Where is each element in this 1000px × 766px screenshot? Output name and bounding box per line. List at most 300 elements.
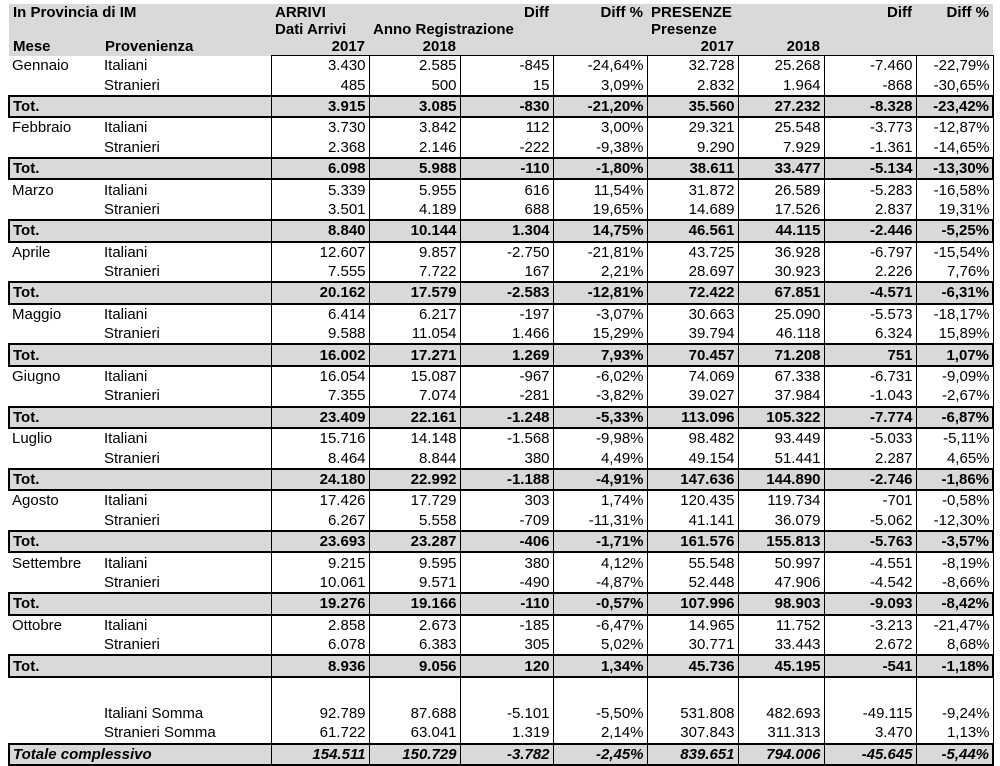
presenze-2017-sum: 307.843 [647,723,738,743]
arrivi-2017-cell: 10.061 [271,573,369,593]
arrivi-2018-total: 22.161 [369,407,460,428]
arrivi-diff-cell: -709 [460,511,553,531]
diff-header-2: Diff [824,4,916,21]
arrivi-2017-total: 3.915 [271,96,369,117]
month-cell [9,262,101,282]
spacer-row [9,677,993,704]
arrivi-2017-grand: 154.511 [271,744,369,765]
month-cell: Febbraio [12,119,72,137]
presenze-diff-total: -5.763 [824,531,916,552]
presenze-diff-cell: -1.361 [824,138,916,158]
presenze-diff-cell: -5.573 [824,304,916,324]
arrivi-diff-cell: 303 [460,490,553,510]
presenze-2018-cell: 119.734 [738,490,824,510]
presenze-2018-cell: 7.929 [738,138,824,158]
arrivi-2017-total: 20.162 [271,282,369,303]
provenienza-cell: Italiani [104,119,148,137]
presenze-2018-total: 98.903 [738,593,824,614]
total-row [9,158,993,179]
table-title: In Provincia di IM [9,4,271,21]
grand-total-label: Totale complessivo [9,744,271,765]
presenze-2017-total: 35.560 [647,96,738,117]
presenze-diff-pct-cell: -12,30% [916,511,993,531]
total-spacer [101,655,271,676]
presenze-diff-pct-cell: -0,58% [916,490,993,510]
arrivi-diff-total: -830 [460,96,553,117]
grand-total-row [9,744,993,765]
arrivi-diff-total: -406 [460,531,553,552]
total-label: Tot. [9,407,101,428]
arrivi-diff-pct-cell: -9,38% [553,138,647,158]
spacer-cell [271,677,369,704]
presenze-diff-cell: -868 [824,75,916,95]
presenze-diff-pct-cell: 7,76% [916,262,993,282]
presenze-diff-pct-cell: -30,65% [916,75,993,95]
arrivi-diff-pct-cell: -21,81% [553,242,647,262]
presenze-diff-cell: -4.551 [824,552,916,572]
presenze-diff-total: -7.774 [824,407,916,428]
presenze-2018-cell: 11.752 [738,615,824,635]
arrivi-2018-cell: 2.673 [369,615,460,635]
spacer-cell [101,677,271,704]
arrivi-2017-cell: 2.368 [271,138,369,158]
arrivi-diff-cell: 688 [460,200,553,220]
presenze-2017-cell: 30.663 [647,304,738,324]
arrivi-2017-cell: 6.078 [271,635,369,655]
sum-spacer [9,704,101,723]
arrivi-diff-pct-cell: 3,00% [553,117,647,137]
month-cell: Agosto [12,492,59,510]
total-label: Tot. [9,531,101,552]
presenze-2018-cell: 17.526 [738,200,824,220]
presenze-2018-total: 45.195 [738,655,824,676]
arrivi-diff-grand: -3.782 [460,744,553,765]
presenze-2017-sum: 531.808 [647,704,738,723]
arrivi-2017-cell: 7.355 [271,386,369,406]
table-header [9,4,993,56]
presenze-2018-total: 71.208 [738,344,824,365]
arrivi-diff-pct-total: 7,93% [553,344,647,365]
arrivi-2018-cell: 2.146 [369,138,460,158]
presenze-diff-pct-cell: -5,11% [916,428,993,448]
table-row [9,635,993,655]
presenze-diff-total: 751 [824,344,916,365]
presenze-diff-pct-cell: -8,66% [916,573,993,593]
arrivi-2018-cell: 9.571 [369,573,460,593]
presenze-2017-cell: 14.689 [647,200,738,220]
presenze-2018-total: 144.890 [738,469,824,490]
arrivi-diff-pct-cell: -24,64% [553,56,647,76]
table-row [9,448,993,468]
presenze-2017-cell: 52.448 [647,573,738,593]
presenze-2018-total: 105.322 [738,407,824,428]
presenze-sub-label: Presenze [647,21,738,38]
arrivi-diff-total: -110 [460,593,553,614]
presenze-2017-cell: 29.321 [647,117,738,137]
arrivi-2017-sum: 92.789 [271,704,369,723]
arrivi-diff-total: -2.583 [460,282,553,303]
mese-header: Mese [9,38,101,56]
arrivi-diff-pct-cell: -3,07% [553,304,647,324]
presenze-diff-pct-cell: -16,58% [916,179,993,199]
arrivi-diff-pct-cell: 4,12% [553,552,647,572]
arrivi-diff-pct-cell: 15,29% [553,324,647,344]
presenze-2017-total: 161.576 [647,531,738,552]
month-cell [9,448,101,468]
month-cell [9,635,101,655]
presenze-diff-pct-total: -6,87% [916,407,993,428]
dati-arrivi-label: Dati Arrivi [271,21,369,38]
arrivi-2018-cell: 4.189 [369,200,460,220]
provenienza-cell: Stranieri [104,138,160,156]
presenze-diff-cell: 2.672 [824,635,916,655]
presenze-diff-pct-total: -3,57% [916,531,993,552]
table-row [9,56,993,76]
presenze-diff-total: -5.134 [824,158,916,179]
total-spacer [101,282,271,303]
arrivi-diff-pct-total: -12,81% [553,282,647,303]
presenze-2018-cell: 25.548 [738,117,824,137]
month-cell: Marzo [12,181,54,199]
arrivi-diff-total: 1.269 [460,344,553,365]
arrivi-2017-total: 8.936 [271,655,369,676]
table-row [9,324,993,344]
arrivi-2017-cell: 12.607 [271,242,369,262]
presenze-diff-pct-sum: 1,13% [916,723,993,743]
report-container [8,4,992,766]
table-row [9,179,993,199]
presenze-diff-pct-total: -13,30% [916,158,993,179]
table-body [9,56,993,765]
arrivi-2017-cell: 9.215 [271,552,369,572]
month-cell: Aprile [12,243,51,261]
arrivi-2018-cell: 17.729 [369,490,460,510]
arrivi-2018-total: 9.056 [369,655,460,676]
presenze-2018-total: 33.477 [738,158,824,179]
presenze-diff-pct-cell: -21,47% [916,615,993,635]
presenze-diff-cell: -6.797 [824,242,916,262]
provenienza-cell: Italiani [104,430,148,448]
arrivi-diff-cell: 380 [460,552,553,572]
presenze-diff-pct-cell: -14,65% [916,138,993,158]
arrivi-2017-cell: 6.267 [271,511,369,531]
sum-row [9,704,993,723]
arrivi-2018-grand: 150.729 [369,744,460,765]
presenze-2017-total: 107.996 [647,593,738,614]
arrivi-diff-cell: -281 [460,386,553,406]
presenze-diff-pct-total: -5,25% [916,220,993,241]
arrivi-diff-pct-cell: -4,87% [553,573,647,593]
presenze-diff-pct-cell: 8,68% [916,635,993,655]
month-cell: Luglio [12,430,53,448]
arrivi-diff-pct-total: -1,71% [553,531,647,552]
arrivi-diff-pct-cell: 4,49% [553,448,647,468]
arrivi-diff-cell: 1.466 [460,324,553,344]
arrivi-2018-cell: 6.383 [369,635,460,655]
year-2017-presenze: 2017 [647,38,738,56]
arrivi-2018-cell: 5.955 [369,179,460,199]
arrivi-diff-pct-cell: -11,31% [553,511,647,531]
presenze-diff-cell: -5.062 [824,511,916,531]
presenze-diff-grand: -45.645 [824,744,916,765]
presenze-diff-total: -4.571 [824,282,916,303]
total-row [9,469,993,490]
presenze-diff-pct-cell: -18,17% [916,304,993,324]
arrivi-diff-pct-cell: -6,02% [553,366,647,386]
total-row [9,655,993,676]
arrivi-2017-total: 16.002 [271,344,369,365]
month-cell [9,200,101,220]
arrivi-diff-cell: -1.568 [460,428,553,448]
arrivi-diff-sum: 1.319 [460,723,553,743]
presenze-2017-cell: 49.154 [647,448,738,468]
month-cell [9,573,101,593]
presenze-diff-sum: -49.115 [824,704,916,723]
spacer-cell [369,677,460,704]
presenze-diff-total: -2.746 [824,469,916,490]
month-cell [9,75,101,95]
arrivi-diff-pct-cell: -6,47% [553,615,647,635]
spacer-cell [916,677,993,704]
presenze-2018-total: 155.813 [738,531,824,552]
arrivi-diff-cell: 15 [460,75,553,95]
total-spacer [101,407,271,428]
sum-row [9,723,993,743]
month-cell [9,324,101,344]
arrivi-diff-total: -1.248 [460,407,553,428]
provenienza-cell: Italiani [104,492,148,510]
arrivi-2018-total: 5.988 [369,158,460,179]
presenze-diff-pct-sum: -9,24% [916,704,993,723]
month-cell [9,138,101,158]
tourism-table [8,4,994,766]
presenze-diff-pct-cell: -9,09% [916,366,993,386]
arrivi-diff-total: 1.304 [460,220,553,241]
total-label: Tot. [9,282,101,303]
presenze-diff-cell: -3.773 [824,117,916,137]
presenze-diff-cell: -5.033 [824,428,916,448]
arrivi-2018-cell: 9.595 [369,552,460,572]
total-label: Tot. [9,593,101,614]
diff-pct-header-2: Diff % [916,4,993,21]
presenze-2017-cell: 14.965 [647,615,738,635]
total-row [9,593,993,614]
arrivi-2017-sum: 61.722 [271,723,369,743]
provenienza-cell: Stranieri [104,511,160,529]
presenze-diff-pct-total: -6,31% [916,282,993,303]
total-spacer [101,531,271,552]
table-row [9,552,993,572]
arrivi-2018-cell: 5.558 [369,511,460,531]
table-row [9,117,993,137]
total-label: Tot. [9,96,101,117]
presenze-2018-cell: 1.964 [738,75,824,95]
presenze-2017-cell: 74.069 [647,366,738,386]
arrivi-2017-total: 23.409 [271,407,369,428]
provenienza-cell: Stranieri [104,573,160,591]
presenze-2018-cell: 46.118 [738,324,824,344]
presenze-2018-cell: 33.443 [738,635,824,655]
sum-label: Italiani Somma [104,704,204,722]
arrivi-2017-cell: 2.858 [271,615,369,635]
presenze-2017-total: 46.561 [647,220,738,241]
presenze-diff-pct-cell: 15,89% [916,324,993,344]
arrivi-2018-total: 17.579 [369,282,460,303]
total-row [9,96,993,117]
arrivi-2017-cell: 8.464 [271,448,369,468]
arrivi-2017-cell: 7.555 [271,262,369,282]
arrivi-2018-total: 19.166 [369,593,460,614]
presenze-2017-cell: 98.482 [647,428,738,448]
presenze-2017-cell: 28.697 [647,262,738,282]
presenze-diff-cell: -1.043 [824,386,916,406]
presenze-diff-pct-total: -1,18% [916,655,993,676]
provenienza-cell: Italiani [104,368,148,386]
provenienza-cell: Stranieri [104,636,160,654]
arrivi-2017-total: 24.180 [271,469,369,490]
total-spacer [101,593,271,614]
presenze-diff-cell: 2.226 [824,262,916,282]
arrivi-diff-pct-total: -5,33% [553,407,647,428]
arrivi-diff-pct-cell: 5,02% [553,635,647,655]
arrivi-diff-cell: -845 [460,56,553,76]
presenze-2018-cell: 51.441 [738,448,824,468]
total-label: Tot. [9,344,101,365]
arrivi-2017-total: 23.693 [271,531,369,552]
presenze-diff-sum: 3.470 [824,723,916,743]
arrivi-2018-cell: 8.844 [369,448,460,468]
arrivi-2017-cell: 485 [271,75,369,95]
spacer-cell [553,677,647,704]
provenienza-cell: Stranieri [104,325,160,343]
month-cell [9,386,101,406]
arrivi-diff-pct-total: 1,34% [553,655,647,676]
presenze-diff-pct-cell: -15,54% [916,242,993,262]
arrivi-diff-cell: -967 [460,366,553,386]
diff-header: Diff [460,4,553,21]
table-row [9,75,993,95]
presenze-2017-total: 45.736 [647,655,738,676]
presenze-2018-cell: 25.090 [738,304,824,324]
arrivi-diff-pct-cell: 11,54% [553,179,647,199]
arrivi-2017-cell: 16.054 [271,366,369,386]
arrivi-diff-cell: 167 [460,262,553,282]
presenze-diff-cell: -6.731 [824,366,916,386]
sum-label: Stranieri Somma [104,724,216,742]
presenze-diff-cell: -3.213 [824,615,916,635]
arrivi-2017-total: 8.840 [271,220,369,241]
presenze-diff-pct-cell: -8,19% [916,552,993,572]
spacer-cell [647,677,738,704]
arrivi-diff-pct-cell: -9,98% [553,428,647,448]
presenze-diff-pct-cell: -2,67% [916,386,993,406]
presenze-diff-cell: -7.460 [824,56,916,76]
arrivi-2018-cell: 7.074 [369,386,460,406]
arrivi-2017-cell: 9.588 [271,324,369,344]
provenienza-cell: Stranieri [104,449,160,467]
table-row [9,200,993,220]
spacer-cell [824,677,916,704]
presenze-2017-cell: 55.548 [647,552,738,572]
presenze-diff-cell: -701 [824,490,916,510]
presenze-diff-pct-cell: 4,65% [916,448,993,468]
presenze-2018-cell: 36.079 [738,511,824,531]
presenze-2017-cell: 32.728 [647,56,738,76]
arrivi-diff-cell: -185 [460,615,553,635]
arrivi-2018-cell: 9.857 [369,242,460,262]
total-label: Tot. [9,158,101,179]
arrivi-2018-total: 23.287 [369,531,460,552]
presenze-2018-cell: 47.906 [738,573,824,593]
presenze-2018-grand: 794.006 [738,744,824,765]
presenze-2017-total: 147.636 [647,469,738,490]
arrivi-2018-cell: 2.585 [369,56,460,76]
presenze-2018-cell: 50.997 [738,552,824,572]
arrivi-header: ARRIVI [271,4,369,21]
arrivi-diff-pct-cell: 1,74% [553,490,647,510]
presenze-2017-total: 38.611 [647,158,738,179]
presenze-2017-total: 70.457 [647,344,738,365]
presenze-diff-total: -541 [824,655,916,676]
year-2017-arrivi: 2017 [271,38,369,56]
arrivi-2018-cell: 500 [369,75,460,95]
arrivi-2017-cell: 6.414 [271,304,369,324]
sum-spacer [9,723,101,743]
total-spacer [101,158,271,179]
arrivi-2017-cell: 15.716 [271,428,369,448]
presenze-2017-cell: 39.794 [647,324,738,344]
table-row [9,304,993,324]
table-row [9,490,993,510]
presenze-2017-total: 72.422 [647,282,738,303]
arrivi-diff-pct-sum: -5,50% [553,704,647,723]
presenze-2017-cell: 9.290 [647,138,738,158]
total-row [9,531,993,552]
arrivi-diff-pct-cell: 19,65% [553,200,647,220]
total-label: Tot. [9,220,101,241]
arrivi-2018-cell: 14.148 [369,428,460,448]
arrivi-diff-pct-grand: -2,45% [553,744,647,765]
total-label: Tot. [9,655,101,676]
provenienza-cell: Italiani [104,305,148,323]
arrivi-diff-sum: -5.101 [460,704,553,723]
presenze-diff-total: -8.328 [824,96,916,117]
total-spacer [101,469,271,490]
presenze-diff-cell: 6.324 [824,324,916,344]
month-cell: Giugno [12,368,61,386]
presenze-2018-total: 67.851 [738,282,824,303]
arrivi-2018-cell: 3.842 [369,117,460,137]
presenze-2018-cell: 26.589 [738,179,824,199]
presenze-2018-sum: 482.693 [738,704,824,723]
presenze-diff-pct-cell: -12,87% [916,117,993,137]
total-row [9,344,993,365]
provenienza-header: Provenienza [101,38,271,56]
arrivi-diff-pct-total: 14,75% [553,220,647,241]
arrivi-diff-pct-cell: -3,82% [553,386,647,406]
arrivi-2018-sum: 87.688 [369,704,460,723]
total-spacer [101,96,271,117]
year-2018-presenze: 2018 [738,38,824,56]
arrivi-diff-pct-total: -4,91% [553,469,647,490]
table-row [9,511,993,531]
arrivi-2018-total: 17.271 [369,344,460,365]
arrivi-2018-sum: 63.041 [369,723,460,743]
arrivi-2018-total: 3.085 [369,96,460,117]
presenze-diff-pct-total: 1,07% [916,344,993,365]
arrivi-2018-cell: 11.054 [369,324,460,344]
presenze-2017-cell: 30.771 [647,635,738,655]
